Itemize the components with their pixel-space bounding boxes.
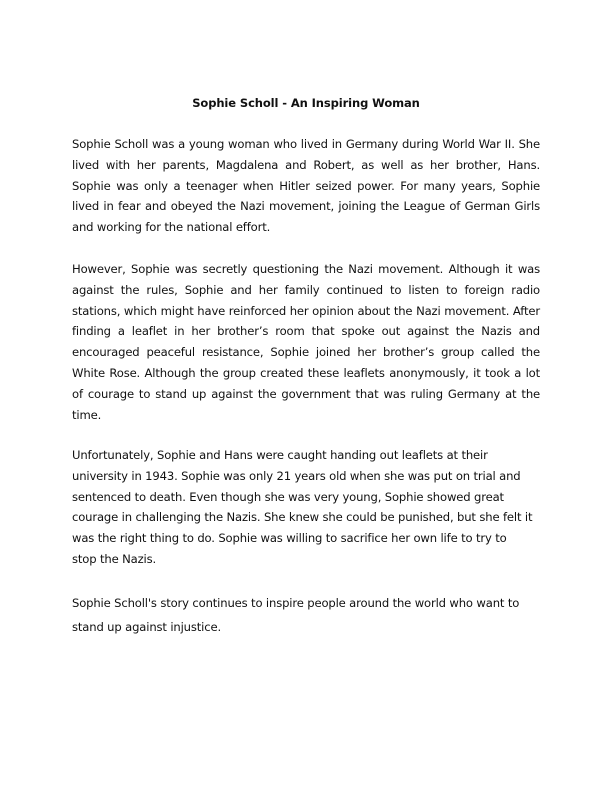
paragraph-1: Sophie Scholl was a young woman who lived in Germany during World War II. She lived with her parents, Magdalena and Robert, as well as her brother, Hans. Sophie was only a teenager when Hitler seized power. For many years, Sophie lived in fear and obeyed the Nazi movement, joining the League of German Girls and working for the national effort. bbox=[72, 137, 540, 235]
paragraph-2: However, Sophie was secretly questioning the Nazi movement. Although it was against the rules, Sophie and her family continued to listen to foreign radio stations, which might have reinforced her opinion about the Nazi movement. After finding a leaflet in her brother’s room that spoke out against the Nazis and encouraged peaceful resistance, Sophie joined her brother’s group called the White Rose. Although the group created these leaflets anonymously, it took a lot of courage to stand up against the government that was ruling Germany at the time. bbox=[72, 262, 540, 422]
document-title: Sophie Scholl - An Inspiring Woman bbox=[192, 96, 420, 110]
paragraph-3: Unfortunately, Sophie and Hans were caught handing out leaflets at their university in 1943. Sophie was only 21 years old when she was put on trial and sentenced to death. Even though she was very young, Sophie showed great courage in challenging the Nazis. She knew she could be punished, but she felt it was the right thing to do. Sophie was willing to sacrifice her own life to try to stop the Nazis. bbox=[72, 448, 533, 566]
paragraph-4: Sophie Scholl's story continues to inspire people around the world who want to stand up against injustice. bbox=[72, 596, 520, 634]
